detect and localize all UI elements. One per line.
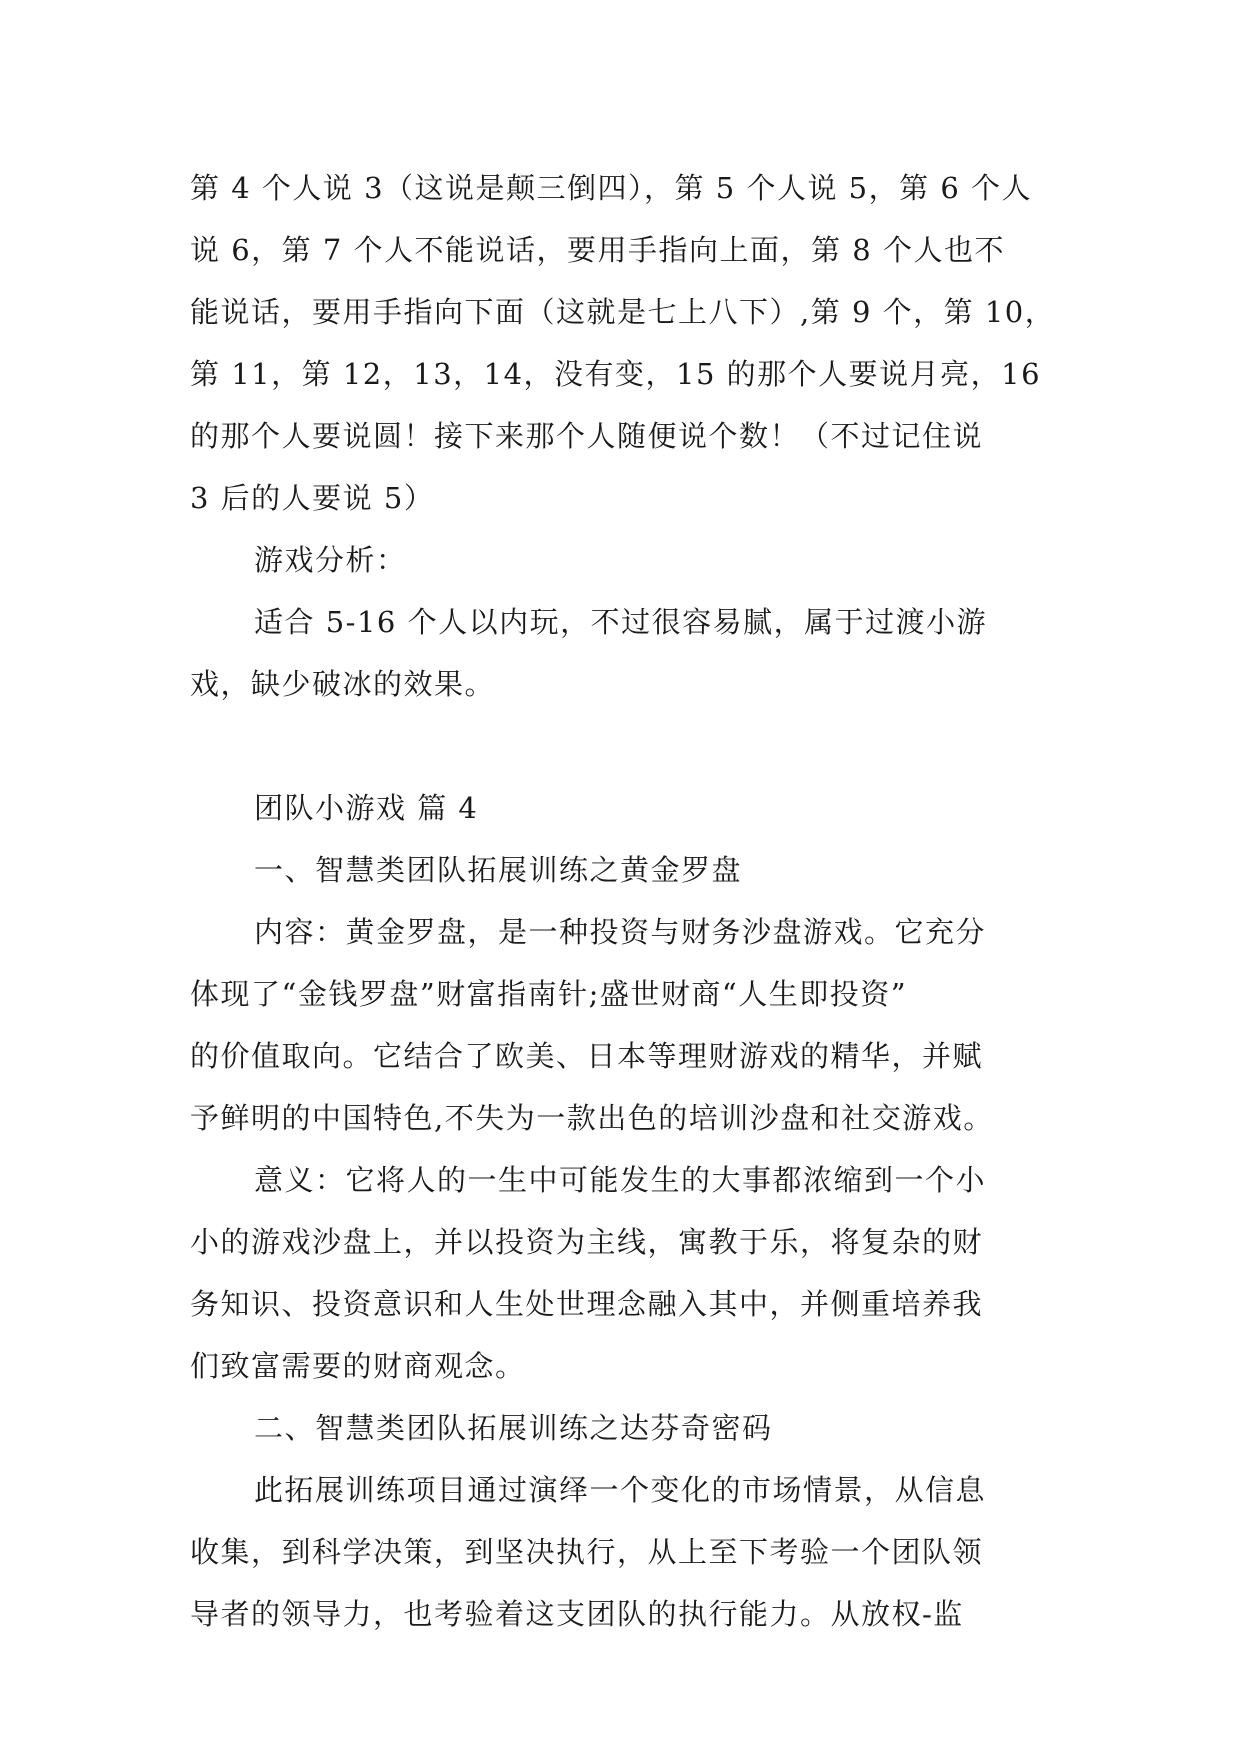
paragraph-line: 说 6，第 7 个人不能说话，要用手指向上面，第 8 个人也不 (190, 233, 1005, 267)
paragraph-line: 体现了“金钱罗盘”财富指南针;盛世财商“人生即投资” (190, 977, 908, 1011)
paragraph-line: 予鲜明的中国特色,不失为一款出色的培训沙盘和社交游戏。 (190, 1101, 994, 1135)
paragraph-line: 适合 5-16 个人以内玩，不过很容易腻，属于过渡小游 (254, 605, 988, 639)
section-heading: 游戏分析： (254, 543, 407, 577)
paragraph-line: 小的游戏沙盘上，并以投资为主线，寓教于乐，将复杂的财 (190, 1225, 984, 1259)
paragraph-line: 的价值取向。它结合了欧美、日本等理财游戏的精华，并赋 (190, 1039, 984, 1073)
paragraph-line: 第 4 个人说 3（这说是颠三倒四），第 5 个人说 5，第 6 个人 (190, 171, 1033, 205)
paragraph-line: 3 后的人要说 5） (190, 481, 435, 515)
section-heading: 一、智慧类团队拓展训练之黄金罗盘 (254, 853, 743, 887)
chapter-title: 团队小游戏 篇 4 (254, 791, 479, 825)
paragraph-line: 戏，缺少破冰的效果。 (190, 667, 496, 701)
paragraph-line: 第 11，第 12，13，14，没有变，15 的那个人要说月亮，16 (190, 357, 1042, 391)
paragraph-line: 收集，到科学决策，到坚决执行，从上至下考验一个团队领 (190, 1535, 984, 1569)
paragraph-line: 导者的领导力，也考验着这支团队的执行能力。从放权-监 (190, 1597, 964, 1631)
paragraph-line: 意义：它将人的一生中可能发生的大事都浓缩到一个小 (254, 1163, 987, 1197)
paragraph-line: 内容：黄金罗盘，是一种投资与财务沙盘游戏。它充分 (254, 915, 987, 949)
paragraph-line: 此拓展训练项目通过演绎一个变化的市场情景，从信息 (254, 1473, 987, 1507)
paragraph-line: 们致富需要的财商观念。 (190, 1349, 526, 1383)
paragraph-line: 的那个人要说圆！接下来那个人随便说个数！（不过记住说 (190, 419, 984, 453)
paragraph-line: 能说话，要用手指向下面（这就是七上八下）,第 9 个，第 10， (190, 295, 1056, 329)
section-heading: 二、智慧类团队拓展训练之达芬奇密码 (254, 1411, 773, 1445)
paragraph-line: 务知识、投资意识和人生处世理念融入其中，并侧重培养我 (190, 1287, 984, 1321)
